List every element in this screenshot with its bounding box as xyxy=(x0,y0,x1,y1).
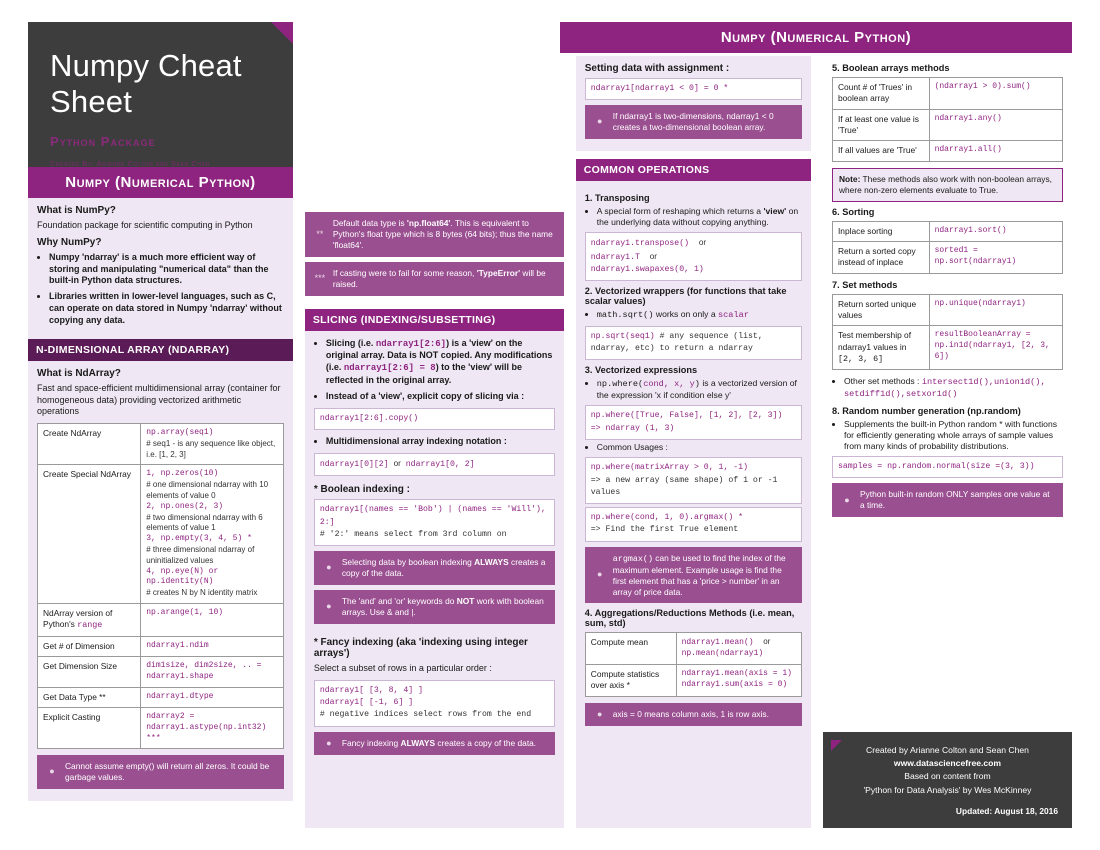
why-numpy-question: Why NumPy? xyxy=(37,236,102,248)
row-value: (ndarray1 > 0).sum() xyxy=(929,78,1062,110)
op-number: 4. xyxy=(584,608,593,619)
boolean-methods-note: Note: These methods also work with non-boolean arrays, where non-zero elements evaluate to True. xyxy=(832,168,1063,202)
table-row xyxy=(832,326,1062,370)
row-value: ndarray1.sort() xyxy=(929,221,1062,241)
table-row xyxy=(38,636,284,656)
code-text: ndarray1.T xyxy=(590,252,640,262)
empty-warning-callout xyxy=(37,755,284,789)
boolean-copy-callout xyxy=(314,551,555,585)
row-value: dim1size, dim2size, .. = ndarray1.shape xyxy=(141,656,284,687)
callout-text: Default data type is 'np.float64'. This is equivalent to Python's float type which is 8 bytes (64 bits); thus the name 'float64'. xyxy=(332,218,553,250)
what-is-numpy-question: What is NumPy? xyxy=(37,205,116,216)
op-3-usage-2 xyxy=(585,507,802,542)
code-text: ndarray1.mean() or xyxy=(681,637,771,648)
dtype-callout-default xyxy=(305,212,564,257)
op-title: Random number generation (np.random) xyxy=(842,405,1021,416)
page-subtitle: Python Package xyxy=(50,134,156,149)
row-value xyxy=(676,633,801,665)
code-comment: # '2:' means select from 3rd column on xyxy=(319,530,507,540)
row-value: ndarray1.all() xyxy=(929,141,1062,161)
bullet-icon: ● xyxy=(326,562,332,573)
table-row xyxy=(38,603,284,636)
what-is-numpy-answer: Foundation package for scientific computing in Python xyxy=(37,220,253,230)
footer-block xyxy=(823,732,1072,828)
assignment-title: Setting data with assignment : xyxy=(584,63,730,74)
op-4-title xyxy=(585,608,802,628)
slicing-multi-bullet xyxy=(314,436,555,448)
code-comment: # one dimensional ndarray with 10 elements of value 0 xyxy=(146,480,269,500)
footer-updated: Updated: August 18, 2016 xyxy=(955,805,1058,816)
bullet-icon: ● xyxy=(844,494,850,505)
op-6-title xyxy=(832,207,1063,217)
bullet-icon: ● xyxy=(597,116,603,127)
callout-text: Selecting data by boolean indexing ALWAYS creates a copy of the data. xyxy=(341,557,546,579)
row-label: If all values are 'True' xyxy=(832,141,929,161)
header-numpy-right: Numpy (Numerical Python) xyxy=(560,22,1072,53)
code-text: 2, np.ones(2, 3) xyxy=(146,501,224,511)
fancy-indexing-code xyxy=(314,680,555,727)
assignment-section xyxy=(576,56,811,151)
footer-source-label: Based on content from xyxy=(904,771,991,782)
op-number: 2. xyxy=(584,286,593,297)
row-value: np.unique(ndarray1) xyxy=(929,294,1062,326)
row-label: Inplace sorting xyxy=(832,221,929,241)
row-label: Return sorted unique values xyxy=(832,294,929,326)
table-row xyxy=(585,665,801,697)
op-3-bullets xyxy=(585,378,802,401)
footer-source-book: 'Python for Data Analysis' by Wes McKinney xyxy=(863,784,1032,795)
boolean-indexing-title: * Boolean indexing : xyxy=(313,484,410,496)
spacer xyxy=(314,629,555,637)
op-1-title xyxy=(585,193,802,203)
list-item: • math.sqrt() works on only a scalar xyxy=(597,309,802,321)
assignment-code: ndarray1[ndarray1 < 0] = 0 * xyxy=(585,78,802,100)
page-title: Numpy Cheat Sheet xyxy=(50,48,242,119)
op-8-code: samples = np.random.normal(size =(3, 3)) xyxy=(832,456,1063,478)
op-number: 3. xyxy=(584,365,593,376)
list-item: • Other set methods : intersect1d(),union1d(), setdiff1d(),setxor1d() xyxy=(844,376,1063,400)
row-value: resultBooleanArray = np.in1d(ndarray1, [2, 3, 6]) xyxy=(929,326,1062,370)
spacer xyxy=(576,151,811,159)
row-label: Return a sorted copy instead of inplace xyxy=(832,241,929,273)
code-comment: => a new array (same shape) of 1 or -1 values xyxy=(590,475,778,497)
dtype-callout-casting xyxy=(305,262,564,296)
dtype-callouts xyxy=(305,207,564,301)
row-label: Get Dimension Size xyxy=(38,656,141,687)
code-text: np.sqrt(seq1) xyxy=(590,331,655,341)
op-3-title xyxy=(585,365,802,375)
assignment-callout xyxy=(585,105,802,139)
aggregations-table xyxy=(585,632,802,696)
header-slicing: SLICING (INDEXING/SUBSETTING) xyxy=(305,309,564,331)
row-label: Explicit Casting xyxy=(38,707,141,748)
table-row xyxy=(38,656,284,687)
code-separator: or xyxy=(649,251,658,261)
table-row xyxy=(832,109,1062,141)
argmax-callout xyxy=(585,547,802,604)
column-right xyxy=(823,22,1072,828)
title-block xyxy=(28,22,293,167)
list-item: • Numpy 'ndarray' is a much more efficient way of storing and manipulating "numerical data" than the built-in Python data structures. xyxy=(49,252,284,288)
header-ndarray: N-DIMENSIONAL ARRAY (NDARRAY) xyxy=(28,339,293,361)
code-text: 3, np.empty(3, 4, 5) * xyxy=(146,534,252,544)
common-operations-section xyxy=(576,181,811,828)
code-separator: or xyxy=(393,459,401,469)
row-label: If at least one value is 'True' xyxy=(832,109,929,141)
ndarray-answer: Fast and space-efficient multidimensional array (container for homogeneous data) providing vectorized arithmetic operations xyxy=(37,382,281,417)
table-row xyxy=(832,241,1062,273)
column-left xyxy=(28,22,293,828)
row-label: Get # of Dimension xyxy=(38,636,141,656)
callout-text: axis = 0 means column axis, 1 is row axis. xyxy=(612,709,769,720)
corner-triangle-icon xyxy=(271,22,293,44)
row-value xyxy=(676,665,801,697)
table-row xyxy=(38,424,284,465)
op-1-bullets xyxy=(585,206,802,228)
code-comment: # two dimensional ndarray with 6 elements of value 1 xyxy=(146,512,263,533)
code-text: 4, np.eye(N) or np.identity(N) xyxy=(146,566,219,587)
callout-text: argmax() can be used to find the index of the maximum element. Example usage is find the first element that has a 'price > number' in an array of price data. xyxy=(612,552,786,597)
table-row xyxy=(832,294,1062,326)
page-credit: Created By: Arianne Colton and Sean Chen xyxy=(50,159,210,168)
right-content xyxy=(823,56,1072,529)
op-title: Set methods xyxy=(842,279,898,290)
code-text: ndarray1[(names == 'Bob') | (names == 'Will'), 2:] xyxy=(319,505,546,527)
list-item: • np.where(cond, x, y) is a vectorized version of the expression 'x if condition else y' xyxy=(597,378,802,401)
row-label: Compute mean xyxy=(585,633,676,665)
code-row xyxy=(591,237,796,250)
boolean-indexing-code xyxy=(314,499,555,546)
op-5-title xyxy=(832,63,1063,73)
op-2-bullets xyxy=(585,309,802,321)
asterisk-icon: ** xyxy=(316,228,324,239)
fancy-indexing-title: * Fancy indexing (aka 'indexing using integer arrays') xyxy=(313,637,528,660)
table-row xyxy=(832,141,1062,161)
op-1-code xyxy=(585,232,802,281)
row-value: np.arange(1, 10) xyxy=(141,603,284,636)
op-number: 1. xyxy=(584,193,593,204)
row-label: Create Special NdArray xyxy=(38,465,141,604)
row-value: ndarray1.dtype xyxy=(141,687,284,707)
row-label: Create NdArray xyxy=(38,424,141,465)
row-value: ndarray1.ndim xyxy=(141,636,284,656)
code-text: np.array(seq1) xyxy=(146,428,214,437)
what-is-numpy-section xyxy=(28,198,293,339)
op-number: 7. xyxy=(831,279,840,290)
list-item: • A special form of reshaping which returns a 'view' on the underlying data without copying anything. xyxy=(597,206,802,228)
callout-text: The 'and' and 'or' keywords do NOT work with boolean arrays. Use & and |. xyxy=(341,596,544,618)
row-value: ndarray1.any() xyxy=(929,109,1062,141)
op-8-bullets xyxy=(832,419,1063,453)
code-comment: # three dimensional ndarray of uninitialized values xyxy=(146,544,255,565)
op-title: Sorting xyxy=(842,206,875,217)
code-text: ndarray1[ [3, 8, 4] ] xyxy=(319,685,424,695)
code-text: ndarray1[0, 2] xyxy=(405,460,475,470)
callout-text: Fancy indexing ALWAYS creates a copy of the data. xyxy=(341,737,537,748)
op-number: 6. xyxy=(831,206,840,217)
list-item: • Common Usages : xyxy=(597,442,802,453)
header-common-operations: COMMON OPERATIONS xyxy=(576,159,811,181)
callout-text: If casting were to fail for some reason, 'TypeError' will be raised. xyxy=(332,267,546,289)
header-numpy-left: Numpy (Numerical Python) xyxy=(28,167,293,198)
code-text: ndarray1.swapaxes(0, 1) xyxy=(590,265,704,275)
bullet-icon: ● xyxy=(326,601,332,612)
code-text: ndarray1.transpose() xyxy=(590,239,690,249)
callout-text: If ndarray1 is two-dimensions, ndarray1 < 0 creates a two-dimensional boolean array. xyxy=(612,111,774,133)
fancy-copy-callout xyxy=(314,732,555,756)
op-title: Vectorized expressions xyxy=(595,365,698,376)
spacer xyxy=(305,22,564,42)
header-numpy-right-wrap xyxy=(560,22,1072,53)
code-text: np.where(matrixArray > 0, 1, -1) xyxy=(590,463,749,473)
sorting-table xyxy=(832,221,1063,274)
row-label: Test membership of ndarray1 values in [2, 3, 6] xyxy=(832,326,929,370)
code-text: ndarray1[0][2] xyxy=(319,460,389,470)
set-methods-table xyxy=(832,294,1063,371)
callout-text: Python built-in random ONLY samples one value at a time. xyxy=(859,489,1050,511)
axis-callout xyxy=(585,703,802,727)
row-value: ndarray2 = ndarray1.astype(np.int32) *** xyxy=(141,707,284,748)
op-title: Aggregations/Reductions Methods (i.e. mean, sum, std) xyxy=(584,608,795,629)
code-separator: or xyxy=(698,238,707,248)
spacer xyxy=(305,301,564,309)
op-3-usage-1 xyxy=(585,457,802,504)
code-text: np.where(cond, 1, 0).argmax() * xyxy=(590,513,744,523)
table-row xyxy=(832,78,1062,110)
code-text: np.mean(ndarray1) xyxy=(681,649,764,659)
op-number: 8. xyxy=(831,405,840,416)
op-number: 5. xyxy=(831,63,840,73)
slicing-multi-code xyxy=(314,453,555,476)
code-comment: => Find the first True element xyxy=(590,525,739,535)
random-callout xyxy=(832,483,1063,517)
code-comment: # negative indices select rows from the end xyxy=(319,710,532,720)
code-comment: # creates N by N identity matrix xyxy=(146,588,258,598)
boolean-methods-table xyxy=(832,77,1063,162)
slicing-section xyxy=(305,331,564,828)
code-text: ndarray1.sum(axis = 0) xyxy=(681,679,788,689)
row-value xyxy=(141,424,284,465)
code-row xyxy=(591,251,796,264)
slicing-copy-code: ndarray1[2:6].copy() xyxy=(314,408,555,430)
bullet-icon: ● xyxy=(326,737,332,748)
list-item: • Slicing (i.e. ndarray1[2:6]) is a 'view' on the original array. Data is NOT copied. Any modifications (i.e. ndarray1[2:6] = 8) to the 'view' will be reflected in the original array. xyxy=(326,338,555,388)
slicing-bullets xyxy=(314,338,555,403)
ndarray-section xyxy=(28,361,293,801)
code-text: 1, np.zeros(10) xyxy=(146,469,219,479)
table-row xyxy=(38,465,284,604)
code-comment: # any sequence (list, ndarray, etc) to return a ndarray xyxy=(590,331,763,353)
list-item: • Supplements the built-in Python random * with functions for efficiently generating whole arrays of sample values from many kinds of probability distributions. xyxy=(844,419,1063,453)
op-title: Vectorized wrappers (for functions that take scalar values) xyxy=(584,286,787,307)
row-label: Count # of 'Trues' in boolean array xyxy=(832,78,929,110)
footer-triangle-icon xyxy=(831,740,842,751)
asterisk-icon: *** xyxy=(314,272,326,283)
table-row xyxy=(832,221,1062,241)
op-2-code xyxy=(585,326,802,361)
op-3-code: np.where([True, False], [1, 2], [2, 3]) => ndarray (1, 3) xyxy=(585,405,802,440)
spacer-top xyxy=(305,42,564,207)
code-text: ndarray1.mean(axis = 1) xyxy=(681,669,792,679)
ndarray-methods-table xyxy=(37,423,284,749)
code-text: ndarray1[ [-1, 6] ] xyxy=(319,698,414,708)
spacer xyxy=(314,476,555,484)
bullet-icon: ● xyxy=(597,569,603,580)
boolean-keyword-callout xyxy=(314,590,555,624)
set-methods-other xyxy=(832,376,1063,400)
row-label: NdArray version of Python's range xyxy=(38,603,141,636)
table-row xyxy=(585,633,801,665)
list-item: • Multidimensional array indexing notation : xyxy=(326,436,555,448)
op-2-title xyxy=(585,286,802,306)
table-row xyxy=(38,687,284,707)
op-7-title xyxy=(832,280,1063,290)
row-label: Compute statistics over axis * xyxy=(585,665,676,697)
code-row xyxy=(591,264,796,276)
fancy-indexing-sub: Select a subset of rows in a particular order : xyxy=(313,663,492,674)
bullet-icon: ● xyxy=(49,766,55,777)
footer-credit: Created by Arianne Colton and Sean Chen xyxy=(866,744,1029,755)
bullet-icon: ● xyxy=(597,708,603,719)
op-8-title xyxy=(832,406,1063,416)
code-comment: # seq1 - is any sequence like object, i.e. [1, 2, 3] xyxy=(146,438,276,459)
table-row xyxy=(38,707,284,748)
row-value: sorted1 = np.sort(ndarray1) xyxy=(929,241,1062,273)
column-mid-left xyxy=(305,22,564,828)
row-value xyxy=(141,465,284,604)
op-3-usages-label xyxy=(585,442,802,453)
footer-website[interactable]: www.datasciencefree.com xyxy=(893,758,1002,769)
list-item: • Libraries written in lower-level languages, such as C, can operate on data stored in Numpy 'ndarray' without copying any data. xyxy=(49,291,284,327)
row-label: Get Data Type ** xyxy=(38,687,141,707)
callout-text: Cannot assume empty() will return all zeros. It could be garbage values. xyxy=(65,761,270,783)
column-mid-right xyxy=(576,22,811,828)
why-numpy-list xyxy=(37,252,284,327)
op-title: Transposing xyxy=(595,193,650,204)
op-title: Boolean arrays methods xyxy=(842,63,950,73)
ndarray-question: What is NdArray? xyxy=(37,367,121,379)
list-item: • Instead of a 'view', explicit copy of slicing via : xyxy=(326,391,555,403)
